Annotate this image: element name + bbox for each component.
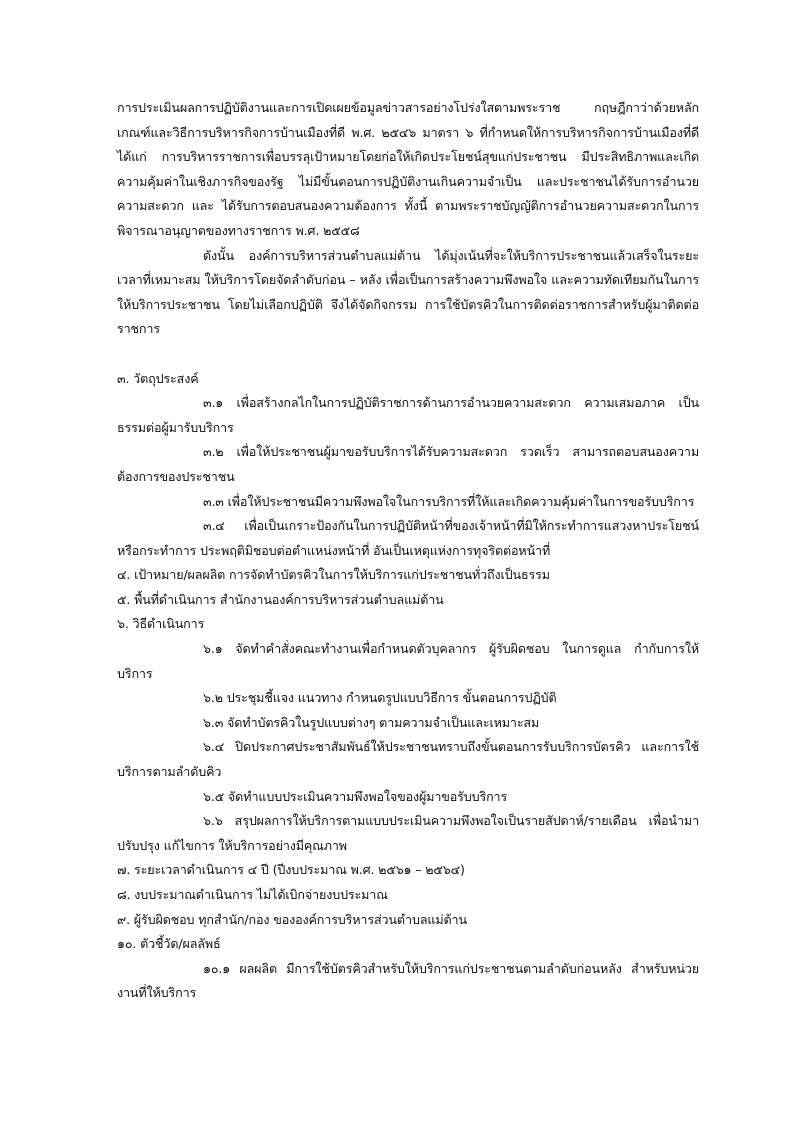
objective-item: ๓.๒ เพื่อให้ประชาชนผู้มาขอรับบริการได้รับความสะดวก รวดเร็ว สามารถตอบสนองความต้องการของประชาชน [117, 444, 699, 484]
document-page [117, 96, 699, 1006]
section-9-responsible: ๙. ผู้รับผิดชอบ ทุกสำนัก/กอง ขององค์การบริหารส่วนตำบลแม่ต้าน [117, 911, 467, 927]
section-6-heading: ๖. วิธีดำเนินการ [117, 616, 205, 632]
section-4-target: ๔. เป้าหมาย/ผลผลิต การจัดทำบัตรคิวในการให้บริการแก่ประชาชนทั่วถึงเป็นธรรม [117, 567, 550, 583]
intro-paragraph-2: ดังนั้น องค์การบริหารส่วนตำบลแม่ต้าน ได้มุ่งเน้นที่จะให้บริการประชาชนแล้วเสร็จในระยะเวลาที่เหมาะสม ให้บริการโดยจัดลำดับก่อน – หลัง เพื่อเป็นการสร้างความพึงพอใจ และความทัดเทียมกันในการให้บริการประชาชน โดยไม่เลือกปฏิบัติ จึงได้จัดกิจกรรม การใช้บัตรคิวในการติดต่อราชการสำหรับผู้มาติดต่อราชการ [117, 247, 699, 337]
method-item: ๖.๖ สรุปผลการให้บริการตามแบบประเมินความพึงพอใจเป็นรายสัปดาห์/รายเดือน เพื่อนำมาปรับปรุง แก้ไขการ ให้บริการอย่างมีคุณภาพ [117, 813, 699, 853]
section-7-duration: ๗. ระยะเวลาดำเนินการ ๔ ปี (ปีงบประมาณ พ.ศ. ๒๕๖๑ – ๒๕๖๔) [117, 862, 465, 878]
section-8-budget: ๘. งบประมาณดำเนินการ ไม่ได้เบิกจ่ายงบประมาณ [117, 887, 388, 902]
section-5-area: ๕. พื้นที่ดำเนินการ สำนักงานองค์การบริหารส่วนตำบลแม่ต้าน [117, 591, 444, 607]
method-item: ๖.๑ จัดทำคำสั่งคณะทำงานเพื่อกำหนดตัวบุคลากร ผู้รับผิดชอบ ในการดูแล กำกับการให้บริการ [117, 641, 699, 681]
method-item: ๖.๔ ปิดประกาศประชาสัมพันธ์ให้ประชาชนทราบถึงขั้นตอนการรับบริการบัตรคิว และการใช้บริการตามลำดับคิว [117, 739, 699, 780]
objective-item: ๓.๔ เพื่อเป็นเกราะป้องกันในการปฏิบัติหน้าที่ของเจ้าหน้าที่มิให้กระทำการแสวงหาประโยชน์หรือกระทำการ ประพฤติมิชอบต่อตำแหน่งหน้าที่ อันเป็นเหตุแห่งการทุจริตต่อหน้าที่ [117, 518, 699, 558]
section-3-heading: ๓. วัตถุประสงค์ [117, 370, 199, 386]
method-item: ๖.๓ จัดทำบัตรคิวในรูปแบบต่างๆ ตามความจำเป็นและเหมาะสม [203, 714, 540, 730]
method-item: ๖.๒ ประชุมชี้แจง แนวทาง กำหนดรูปแบบวิธีการ ขั้นตอนการปฏิบัติ [203, 690, 557, 706]
objective-item: ๓.๑ เพื่อสร้างกลไกในการปฏิบัติราชการด้านการอำนวยความสะดวก ความเสมอภาค เป็นธรรมต่อผู้มารับบริการ [117, 395, 699, 435]
objective-item: ๓.๓ เพื่อให้ประชาชนมีความพึงพอใจในการบริการที่ให้และเกิดความคุ้มค่าในการขอรับบริการ [203, 493, 695, 509]
method-item: ๖.๕ จัดทำแบบประเมินความพึงพอใจของผู้มาขอรับบริการ [203, 788, 508, 804]
indicator-item: ๑๐.๑ ผลผลิต มีการใช้บัตรคิวสำหรับให้บริการแก่ประชาชนตามลำดับก่อนหลัง สำหรับหน่วยงานที่ให้บริการ [117, 960, 699, 1001]
blank-line [117, 342, 699, 367]
intro-paragraph-1: การประเมินผลการปฏิบัติงานและการเปิดเผยข้อมูลข่าวสารอย่างโปร่งใสตามพระราช กฤษฎีกาว่าด้วยหลักเกณฑ์และวิธีการบริหารกิจการบ้านเมืองที่ดี พ.ศ. ๒๕๔๖ มาตรา ๖ ที่กำหนดให้การบริหารกิจการบ้านเมืองที่ดี ได้แก่ การบริหารราชการเพื่อบรรลุเป้าหมายโดยก่อให้เกิดประโยชน์สุขแก่ประชาชน มีประสิทธิภาพและเกิด ความคุ้มค่าในเชิงภารกิจของรัฐ ไม่มีขั้นตอนการปฏิบัติงานเกินความจำเป็น และประชาชนได้รับการอำนวยความสะดวก และ ได้รับการตอบสนองความต้องการ ทั้งนี้ ตามพระราชบัญญัติการอำนวยความสะดวกในการพิจารณาอนุญาตของทางราชการ พ.ศ. ๒๕๕๘ [117, 100, 699, 238]
section-10-heading: ๑๐. ตัวชี้วัด/ผลลัพธ์ [117, 936, 221, 952]
